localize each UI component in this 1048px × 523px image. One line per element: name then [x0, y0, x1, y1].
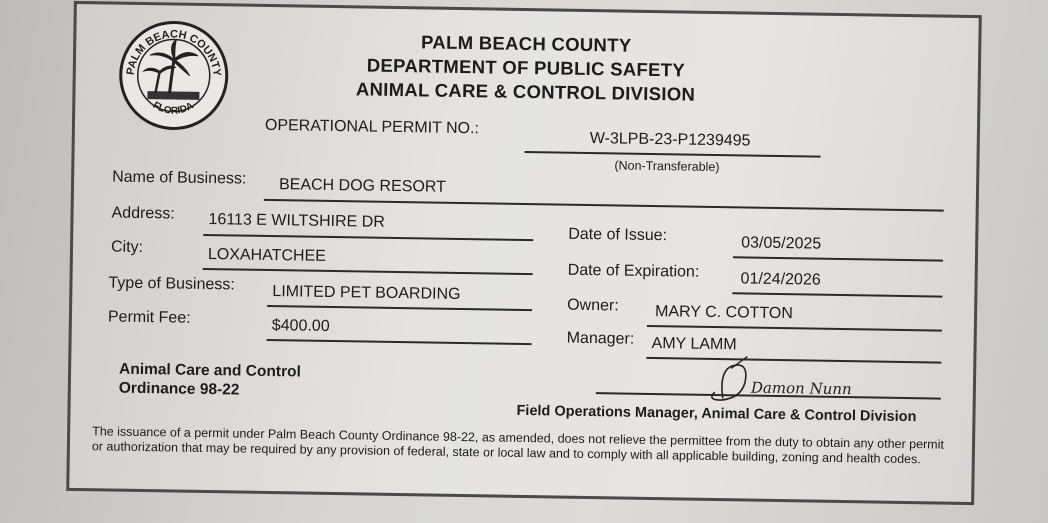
county-seal	[117, 19, 231, 133]
business-name: BEACH DOG RESORT	[278, 176, 447, 196]
business-name-label: Name of Business:	[112, 168, 247, 188]
permit-fee-label: Permit Fee:	[107, 308, 191, 327]
permit-fee: $400.00	[271, 317, 330, 335]
city-line	[203, 268, 533, 275]
ordinance-line-2: Ordinance 98-22	[118, 379, 240, 399]
seal-top-text: PALM BEACH COUNTY	[124, 28, 223, 77]
permit-card	[66, 1, 982, 505]
owner-label: Owner:	[567, 296, 619, 315]
signature-title: Field Operations Manager, Animal Care & Control Division	[516, 402, 917, 426]
signature-text: Damon Nunn	[750, 378, 852, 399]
issue-date-label: Date of Issue:	[568, 225, 668, 245]
manager-value: AMY LAMM	[651, 335, 737, 354]
address-label: Address:	[111, 204, 175, 223]
signature-mark	[701, 352, 882, 415]
header-line-2: DEPARTMENT OF PUBLIC SAFETY	[366, 54, 686, 81]
issue-date-line	[733, 256, 943, 261]
owner-value: MARY C. COTTON	[654, 303, 794, 323]
permit-number-label: OPERATIONAL PERMIT NO.:	[264, 116, 480, 138]
address-line	[203, 234, 533, 241]
permit-number: W-3LPB-23-P1239495	[589, 130, 751, 150]
header-line-3: ANIMAL CARE & CONTROL DIVISION	[355, 78, 696, 105]
header-line-1: PALM BEACH COUNTY	[420, 31, 632, 56]
city-label: City:	[110, 238, 144, 257]
permit-fee-line	[267, 339, 532, 345]
business-type-label: Type of Business:	[108, 274, 235, 294]
business-type-line	[267, 305, 532, 311]
seal-bottom-text: FLORIDA	[150, 99, 196, 117]
business-name-line	[264, 199, 944, 212]
owner-line	[647, 325, 942, 332]
issue-date: 03/05/2025	[741, 234, 822, 253]
non-transferable-note: (Non-Transferable)	[614, 158, 720, 175]
ordinance-line-1: Animal Care and Control	[118, 360, 301, 381]
expiration-date-label: Date of Expiration:	[567, 261, 700, 281]
city-value: LOXAHATCHEE	[207, 246, 327, 265]
expiration-date: 01/24/2026	[740, 270, 821, 289]
manager-label: Manager:	[566, 329, 635, 348]
footer-disclaimer: The issuance of a permit under Palm Beach County Ordinance 98-22, as amended, does not relieve the permittee from the duty to obtain any other permit or authorization that may be required by any provision of federal, state or local law and to comply with all applicable building, zoning and health codes.	[91, 424, 945, 467]
permit-number-line	[525, 151, 821, 158]
address-value: 16113 E WILTSHIRE DR	[208, 211, 385, 231]
business-type: LIMITED PET BOARDING	[272, 283, 461, 304]
expiration-date-line	[732, 292, 942, 297]
